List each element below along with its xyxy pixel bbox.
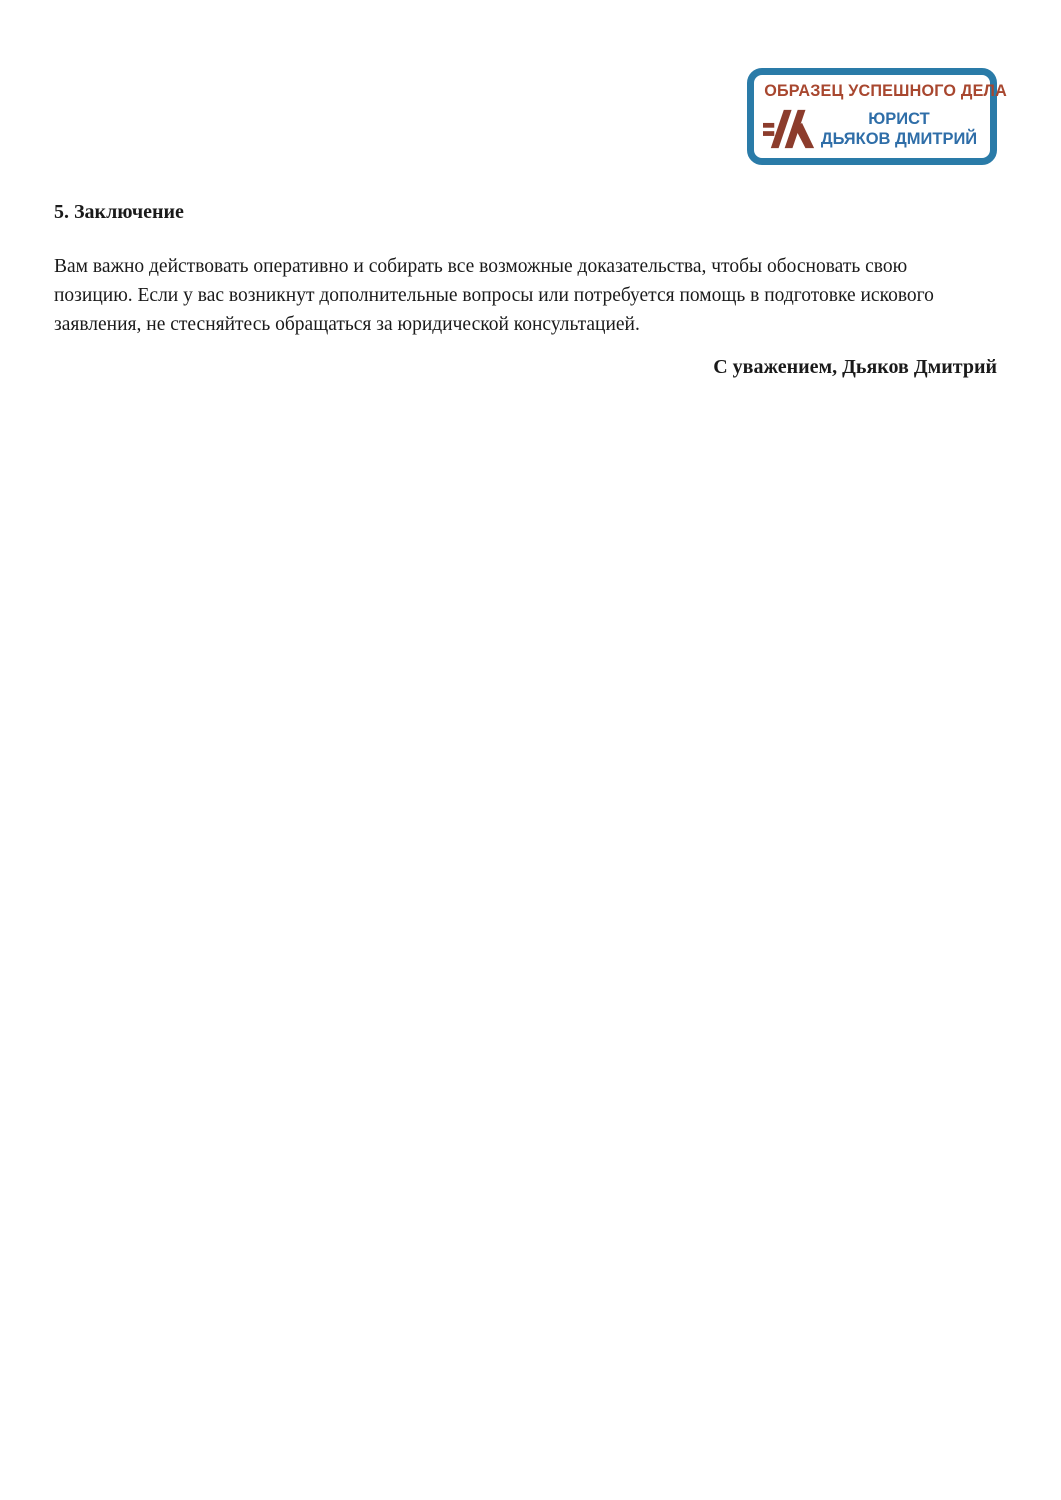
signature-line: С уважением, Дьяков Дмитрий	[713, 356, 997, 378]
stamp-bottom-row	[762, 103, 982, 154]
letter-content	[54, 200, 997, 379]
body-paragraph: Вам важно действовать оперативно и собирать все возможные доказательства, чтобы обосновать свою позицию. Если у вас возникнут дополнительные вопросы или потребуется помощь в подготовке искового заявления, не стесняйтесь обращаться за юридической консультацией.	[54, 256, 934, 335]
firm-monogram-icon	[762, 105, 816, 153]
section-heading: 5. Заключение	[54, 201, 184, 223]
stamp-name-label: ДЬЯКОВ ДМИТРИЙ	[820, 128, 978, 148]
stamp-header-text: ОБРАЗЕЦ УСПЕШНОГО ДЕЛА	[764, 82, 1007, 100]
stamp-names	[818, 109, 979, 149]
law-firm-stamp	[747, 68, 1007, 165]
stamp-role-label: ЮРИСТ	[868, 108, 930, 128]
